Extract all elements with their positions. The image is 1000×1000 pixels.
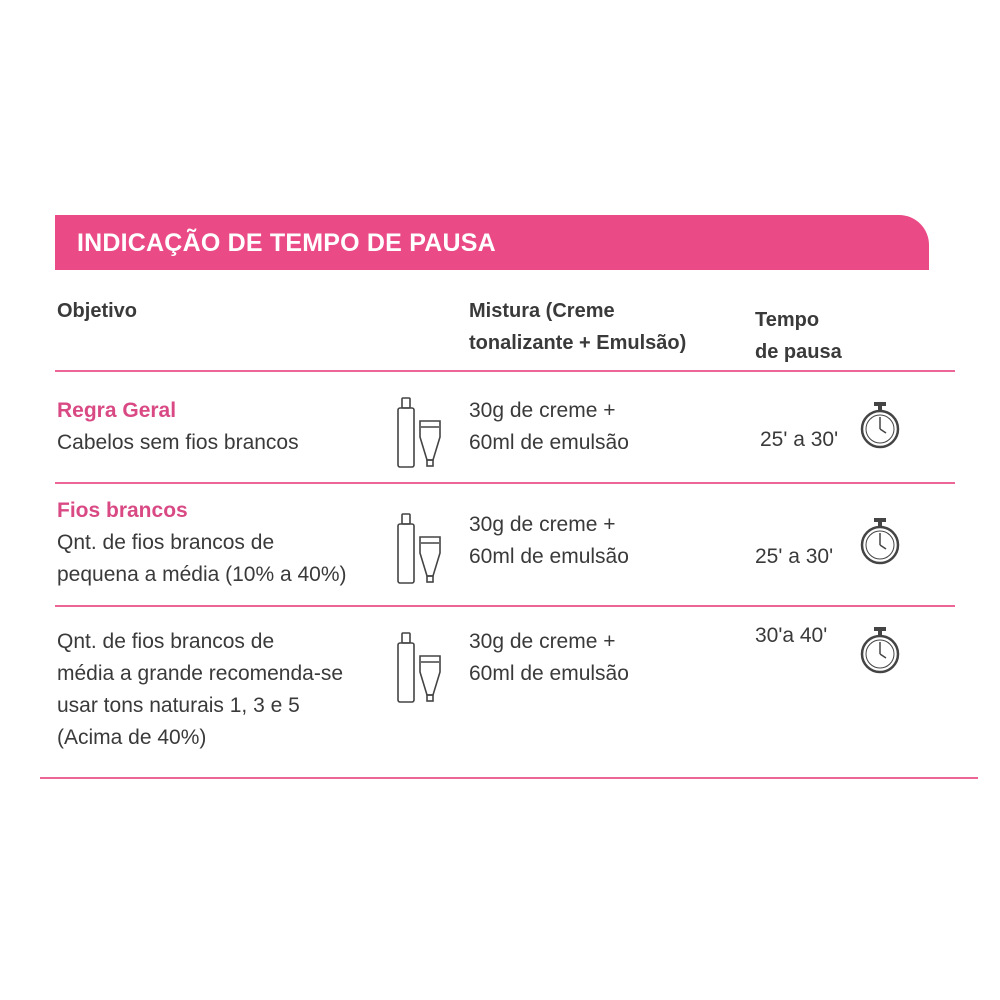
row-time: 25' a 30'	[755, 545, 834, 568]
row-description-line: usar tons naturais 1, 3 e 5	[57, 694, 300, 717]
row-mix-line: 30g de creme +	[469, 513, 616, 536]
row-mix	[469, 395, 629, 459]
stopwatch-icon	[857, 401, 903, 449]
row-mix-line: 60ml de emulsão	[469, 662, 629, 685]
column-header-time-line2: de pausa	[755, 341, 842, 363]
stopwatch-icon	[857, 517, 903, 565]
table-bottom-border	[40, 777, 978, 779]
row-description-line: Qnt. de fios brancos de	[57, 630, 275, 653]
tube-icon	[420, 537, 440, 582]
row-time: 25' a 30'	[760, 428, 839, 451]
column-header-time-line1: Tempo	[755, 309, 820, 331]
row-description-line: Cabelos sem fios brancos	[57, 431, 299, 454]
row-mix-line: 30g de creme +	[469, 399, 616, 422]
column-header-mix-line1: Mistura (Creme	[469, 300, 615, 322]
row-divider	[55, 605, 955, 607]
tube-icon	[420, 421, 440, 466]
row-description	[57, 427, 387, 459]
bottle-icon	[398, 633, 414, 702]
bottle-icon	[398, 514, 414, 583]
row-description-line: média a grande recomenda-se	[57, 662, 344, 685]
row-description	[57, 626, 387, 754]
row-description-line: (Acima de 40%)	[57, 726, 207, 749]
product-icons	[395, 513, 445, 585]
product-icons	[395, 397, 445, 469]
row-mix	[469, 509, 629, 573]
row-mix-line: 30g de creme +	[469, 630, 616, 653]
column-header-mix-line2: tonalizante + Emulsão)	[469, 332, 687, 354]
bottle-icon	[398, 398, 414, 467]
table-title: INDICAÇÃO DE TEMPO DE PAUSA	[77, 229, 496, 257]
row-description-line: pequena a média (10% a 40%)	[57, 563, 347, 586]
row-time: 30'a 40'	[755, 624, 828, 647]
row-description-line: Qnt. de fios brancos de	[57, 531, 275, 554]
row-mix-line: 60ml de emulsão	[469, 545, 629, 568]
column-header-objective: Objetivo	[57, 300, 138, 322]
row-mix-line: 60ml de emulsão	[469, 431, 629, 454]
column-header-time	[755, 304, 842, 368]
product-icons	[395, 632, 445, 704]
row-heading: Fios brancos	[57, 499, 188, 522]
table-title-banner	[55, 215, 929, 270]
row-heading: Regra Geral	[57, 399, 177, 422]
header-divider	[55, 370, 955, 372]
row-description	[57, 527, 387, 591]
tube-icon	[420, 656, 440, 701]
stopwatch-icon	[857, 626, 903, 674]
row-mix	[469, 626, 629, 690]
column-header-mix	[469, 295, 686, 359]
row-divider	[55, 482, 955, 484]
